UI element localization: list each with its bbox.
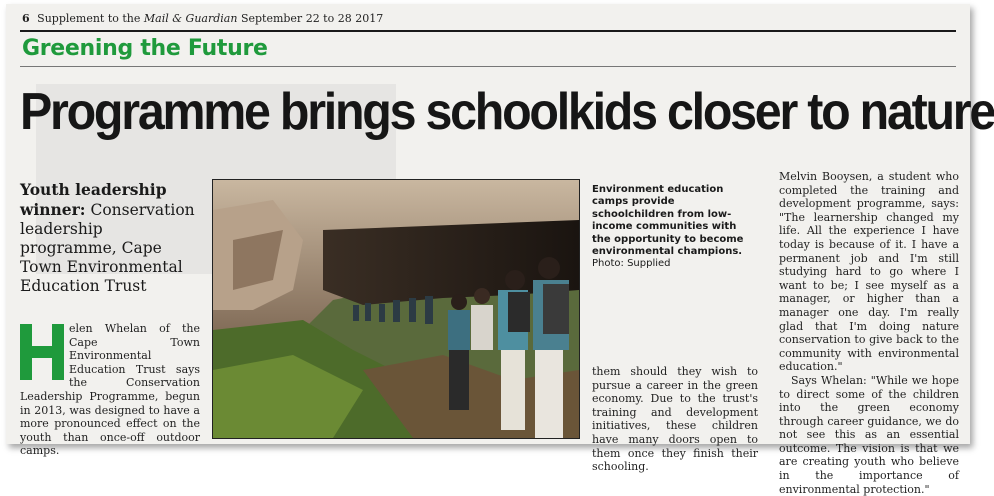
middle-column-text: them should they wish to pursue a career in the green economy. Due to the trust's training and development initiatives, these children have many doors open to them once they finish their schooling. (592, 365, 758, 474)
section-title: Greening the Future (22, 36, 268, 61)
page-number: 6 (22, 12, 30, 25)
lead-text: elen Whelan of the Cape Town Environmental Education Trust says the Conservation Leadership Programme, begun in 2013, was designed to have a more pronounced effect on the youth than once-off outdoor camps. (20, 322, 200, 458)
photo-credit: Photo: Supplied (592, 258, 671, 270)
page-folio (22, 12, 383, 25)
pull-caption-bold: Youth leadership winner: (20, 180, 167, 219)
dropcap-h-icon (20, 324, 64, 380)
top-rule (20, 30, 956, 32)
newspaper-clipping (6, 4, 994, 496)
right-paragraph-2: Says Whelan: "While we hope to direct some of the children into the green economy through career guidance, we do not see this as an essential outcome. The vision is that we are creating youth who believe in the importance of environmental protection." (779, 373, 959, 496)
photo-caption-text: Environment education camps provide schoolchildren from low-income communities with the opportunity to become environmental champions. (592, 184, 744, 258)
pull-caption-text: Conservation leadership programme, Cape Town Environmental Education Trust (20, 201, 195, 295)
paper-name: Mail & Guardian (143, 12, 238, 25)
section-rule (20, 66, 956, 67)
headline: Programme brings schoolkids closer to nature (20, 83, 994, 141)
folio-dates: September 22 to 28 2017 (240, 12, 384, 25)
right-paragraph-1: Melvin Booysen, a student who completed the training and development programme, says: "The learnership changed my life. All the experience I have today is because of it. I have a permanent job and I'm still studying hard to go where I want to be; I see myself as a manager, or higher than a manager one day. I'm really glad that I'm doing nature conservation to give back to the community with environmental education." (779, 170, 959, 374)
right-column (779, 170, 959, 496)
pull-caption (20, 180, 200, 296)
photo-caption (592, 184, 756, 271)
lead-paragraph (20, 322, 200, 458)
folio-prefix: Supplement to the (37, 12, 141, 25)
hikers-cliff-photo (213, 180, 579, 438)
article-photo (212, 179, 580, 439)
